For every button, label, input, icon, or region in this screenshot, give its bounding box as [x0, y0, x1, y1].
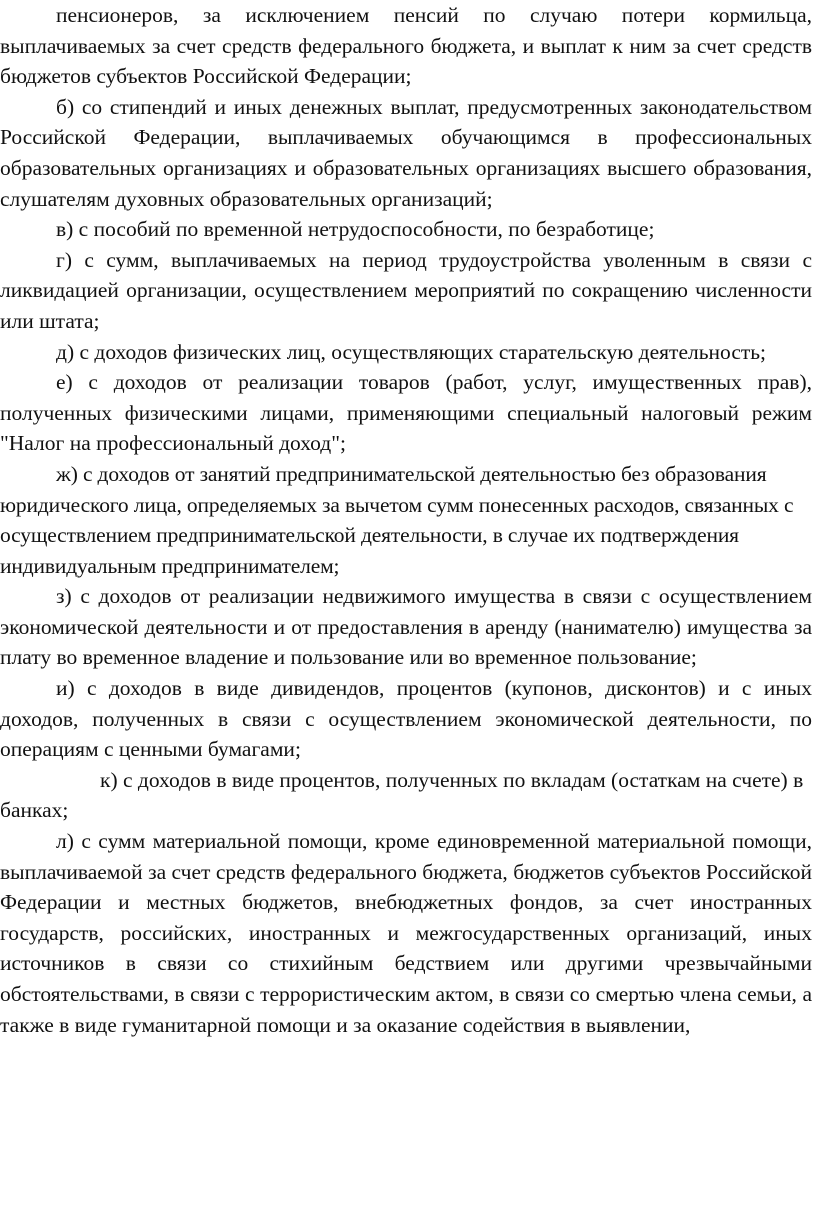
paragraph-v-benefits: в) с пособий по временной нетрудоспособности, по безработице;	[56, 217, 655, 242]
paragraph-i-dividends: и) с доходов в виде дивидендов, процентов (купонов, дисконтов) и с иных доходов, полученных в связи с осуществлением экономической деятельности, по операциям с ценными бумагами;	[0, 676, 812, 762]
paragraph-z-real-estate: з) с доходов от реализации недвижимого имущества в связи с осуществлением экономической деятельности и от предоставления в аренду (нанимателю) имущества за плату во временное владение и пользование или во временное пользование;	[0, 584, 812, 670]
paragraph-g-employment: г) с сумм, выплачиваемых на период трудоустройства уволенным в связи с ликвидацией организации, осуществлением мероприятий по сокращению численности или штата;	[0, 247, 812, 333]
paragraph-b-stipends: б) со стипендий и иных денежных выплат, предусмотренных законодательством Российской Федерации, выплачиваемых обучающимся в профессиональных образовательных организациях и образовательных организациях высшего образования, слушателям духовных образовательных организаций;	[0, 94, 812, 211]
paragraph-pensions: пенсионеров, за исключением пенсий по случаю потери кормильца, выплачиваемых за счет средств федерального бюджета, и выплат к ним за счет средств бюджетов субъектов Российской Федерации;	[0, 3, 812, 89]
paragraph-zh-entrepreneurship: ж) с доходов от занятий предпринимательской деятельностью без образования юридического лица, определяемых за вычетом сумм понесенных расходов, связанных с осуществлением предпринимательской деятельности, в случае их подтверждения индивидуальным предпринимателем;	[0, 461, 794, 578]
paragraph-e-sales-income: е) с доходов от реализации товаров (работ, услуг, имущественных прав), полученных физическими лицами, применяющими специальный налоговый режим "Налог на профессиональный доход";	[0, 370, 812, 456]
paragraph-k-deposits: к) с доходов в виде процентов, полученных по вкладам (остаткам на счете) в банках;	[0, 767, 804, 823]
paragraph-l-material-aid: л) с сумм материальной помощи, кроме единовременной материальной помощи, выплачиваемой за счет средств федерального бюджета, бюджетов субъектов Российской Федерации и местных бюджетов, внебюджетных фондов, за счет иностранных государств, российских, иностранных и межгосударственных организаций, иных источников в связи со стихийным бедствием или другими чрезвычайными обстоятельствами, в связи с террористическим актом, в связи со смертью члена семьи, а также в виде гуманитарной помощи и за оказание содействия в выявлении,	[0, 829, 812, 1037]
paragraph-d-prospecting: д) с доходов физических лиц, осуществляющих старательскую деятельность;	[56, 339, 767, 364]
